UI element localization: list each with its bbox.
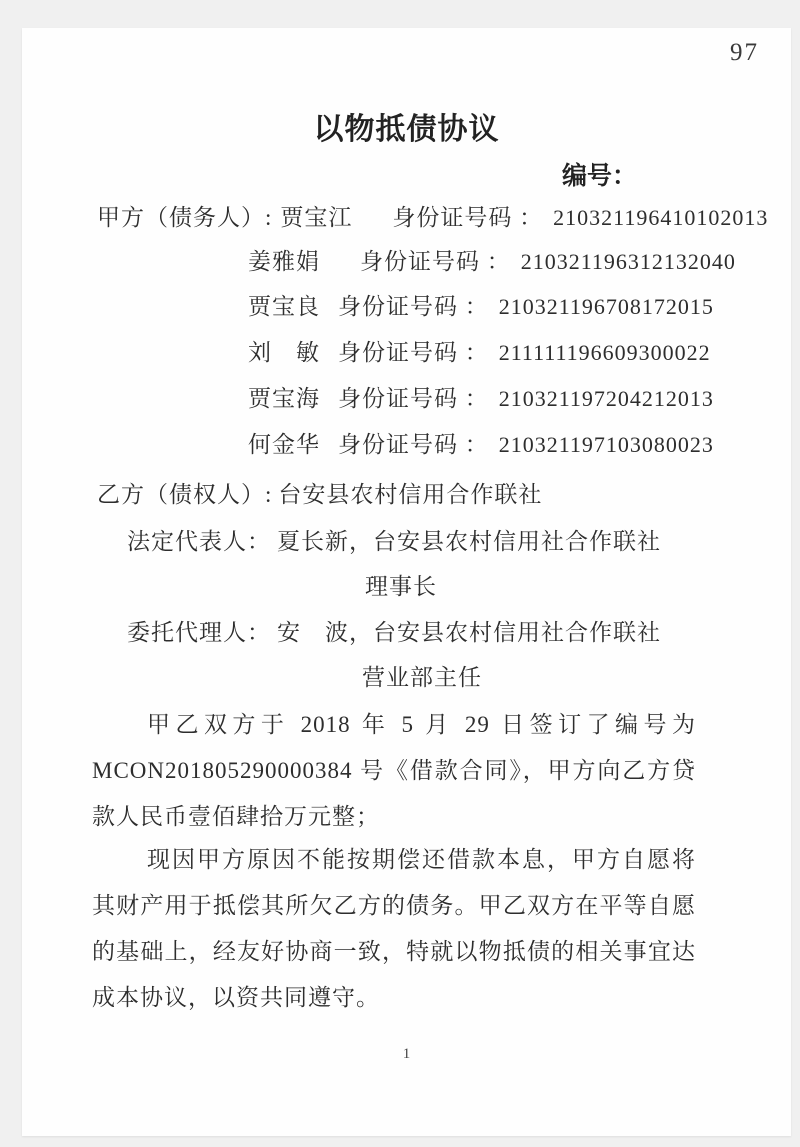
paragraph-loan-contract: 甲乙双方于 2018 年 5 月 29 日签订了编号为 MCON201805290000384 号《借款合同》，甲方向乙方贷款人民币壹佰肆拾万元整； — [92, 712, 696, 829]
corner-page-number: 97 — [730, 39, 759, 66]
paragraph-agreement-purpose: 现因甲方原因不能按期偿还借款本息，甲方自愿将其财产用于抵偿其所欠乙方的债务。甲乙双方在平等自愿的基础上，经友好协商一致，特就以物抵债的相关事宜达成本协议，以资共同遵守。 — [92, 847, 696, 1010]
legal-representative-label: 法定代表人： — [127, 529, 271, 554]
id-label: 身份证号码 ： — [338, 294, 489, 319]
party-b-label: 乙方（债权人）: — [97, 482, 273, 507]
debtor-name: 何金华 — [248, 432, 320, 457]
document-title: 以物抵债协议 — [313, 113, 500, 146]
debtor-id-number: 210321197103080023 — [498, 432, 714, 457]
id-label: 身份证号码 ： — [392, 205, 544, 230]
legal-representative-value: 夏长新，台安县农村信用社合作联社 — [277, 529, 661, 554]
debtor-row — [248, 336, 711, 370]
debtor-name: 贾宝江 — [280, 205, 353, 230]
legal-representative-row — [127, 525, 661, 559]
debtor-id-number: 210321196708172015 — [498, 294, 714, 319]
debtor-name: 刘 敏 — [248, 340, 320, 365]
legal-representative-title: 理事长 — [365, 574, 437, 599]
id-label: 身份证号码 ： — [338, 340, 489, 365]
id-label: 身份证号码 ： — [360, 249, 511, 274]
debtor-id-number: 210321196410102013 — [553, 205, 769, 230]
debtor-row — [248, 382, 714, 416]
party-a-row — [97, 201, 768, 235]
party-b-row — [97, 478, 542, 512]
debtor-id-number: 210321196312132040 — [520, 249, 736, 274]
debtor-name: 姜雅娟 — [248, 249, 320, 274]
debtor-name: 贾宝良 — [248, 294, 320, 319]
id-label: 身份证号码 ： — [338, 386, 489, 411]
id-label: 身份证号码 ： — [338, 432, 489, 457]
footer-page-number: 1 — [402, 1046, 411, 1062]
debtor-id-number: 211111196609300022 — [498, 340, 711, 365]
entrusted-agent-title: 营业部主任 — [362, 665, 482, 690]
agreement-number-label: 编号： — [562, 163, 638, 190]
party-b-name: 台安县农村信用合作联社 — [278, 482, 543, 507]
entrusted-agent-label: 委托代理人： — [127, 620, 271, 645]
party-a-label: 甲方（债务人）: — [97, 205, 273, 230]
entrusted-agent-value: 安 波，台安县农村信用社合作联社 — [277, 620, 661, 645]
debtor-name: 贾宝海 — [248, 386, 320, 411]
entrusted-agent-row — [127, 616, 661, 650]
debtor-row — [248, 245, 736, 279]
document-page — [22, 28, 791, 1136]
debtor-id-number: 210321197204212013 — [498, 386, 714, 411]
debtor-row — [248, 428, 714, 462]
debtor-row — [248, 290, 714, 324]
